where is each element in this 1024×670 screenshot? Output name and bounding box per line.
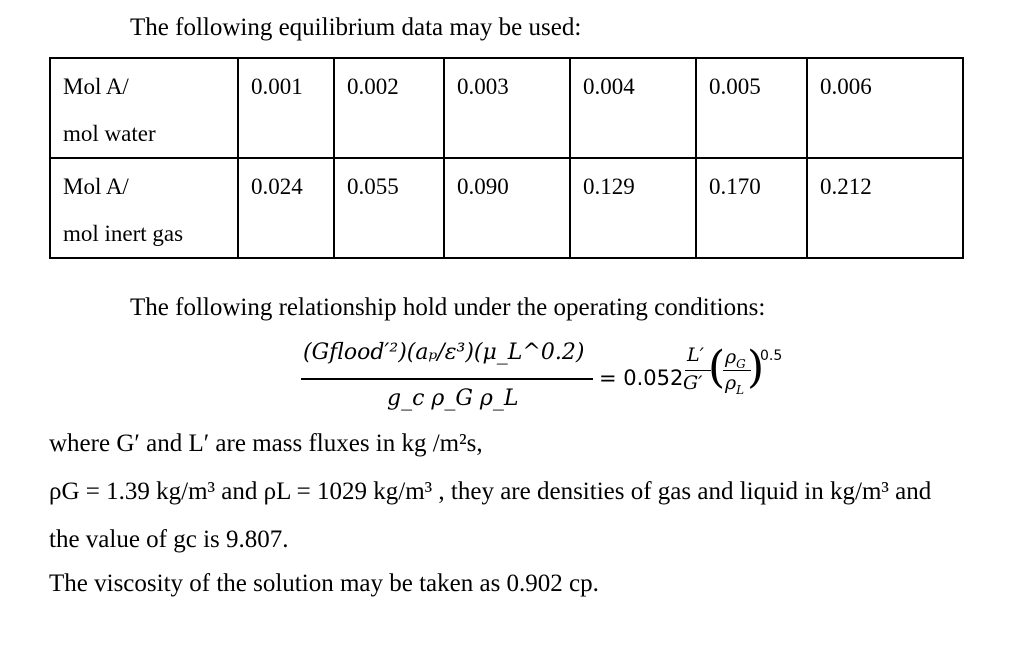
equation-coefficient: = 0.052	[599, 366, 684, 390]
table-cell: 0.055	[334, 158, 444, 258]
intro-text: The following equilibrium data may be used:	[130, 14, 582, 41]
equation-numerator: (Gflood′²)(aₚ/ε³)(μ_L^0.2)	[303, 340, 585, 365]
right-paren: )	[747, 342, 765, 393]
l-prime: L′	[687, 344, 704, 366]
table-cell: 0.212	[807, 158, 963, 258]
left-paren: (	[708, 342, 726, 393]
row-header: Mol A/ mol inert gas	[50, 158, 238, 258]
viscosity-text: The viscosity of the solution may be taken as 0.902 cp.	[49, 570, 599, 597]
table-cell: 0.090	[444, 158, 570, 258]
fraction-bar	[301, 378, 593, 380]
flooding-equation	[295, 340, 815, 432]
table-cell: 0.001	[238, 58, 334, 158]
table-cell: 0.006	[807, 58, 963, 158]
rho-g: $\rho_G$	[725, 346, 746, 371]
table-cell: 0.170	[696, 158, 807, 258]
density-values: ρG = 1.39 kg/m³ and ρL = 1029 kg/m³ , they are densities of gas and liquid in kg/m³ and	[49, 478, 932, 505]
table-cell: 0.005	[696, 58, 807, 158]
row-header: Mol A/ mol water	[50, 58, 238, 158]
table-row	[50, 58, 963, 158]
g-prime: G′	[683, 372, 703, 394]
table-cell: 0.129	[570, 158, 696, 258]
relationship-intro: The following relationship hold under the operating conditions:	[130, 294, 766, 321]
table-row	[50, 158, 963, 258]
table-cell: 0.003	[444, 58, 570, 158]
gc-value: the value of gc is 9.807.	[49, 526, 289, 553]
table-cell: 0.002	[334, 58, 444, 158]
flux-definition: where G′ and L′ are mass fluxes in kg /m²s,	[49, 430, 483, 457]
equation-denominator: g_c ρ_G ρ_L	[387, 386, 519, 411]
equation-exponent: 0.5	[760, 348, 783, 364]
equilibrium-table	[49, 57, 964, 259]
table-cell: 0.004	[570, 58, 696, 158]
table-cell: 0.024	[238, 158, 334, 258]
rho-l: $\rho_L$	[725, 372, 745, 397]
